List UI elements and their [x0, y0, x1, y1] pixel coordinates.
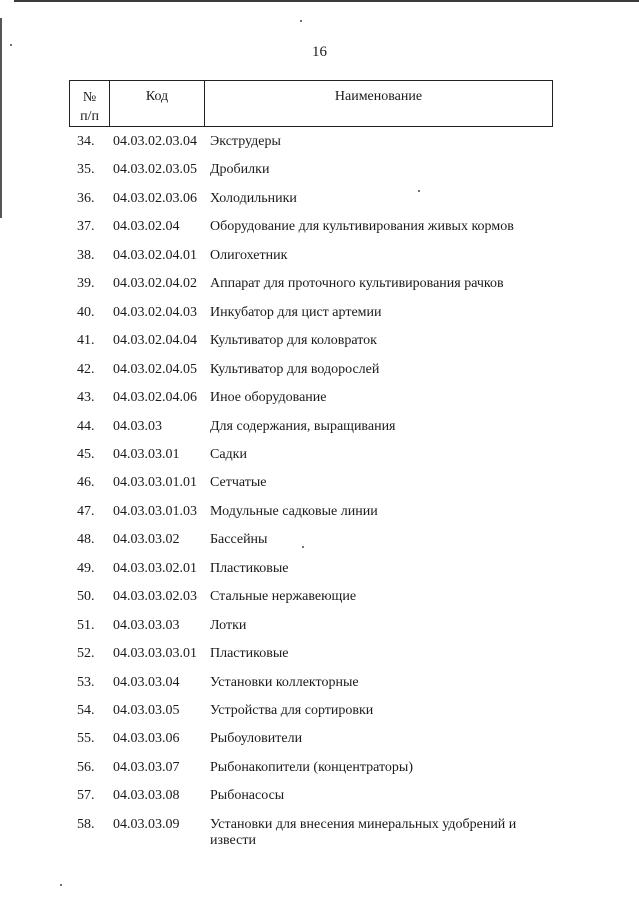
row-name: Сетчатые [210, 475, 267, 491]
row-code: 04.03.02.04.06 [113, 390, 197, 406]
row-code: 04.03.03.02 [113, 532, 180, 548]
row-name: Культиватор для коловраток [210, 333, 377, 349]
row-code: 04.03.02.04.03 [113, 304, 197, 320]
row-number: 50. [77, 589, 95, 605]
row-name: Установки коллекторные [210, 674, 359, 690]
header-num [70, 81, 110, 126]
row-code: 04.03.03.06 [113, 731, 180, 747]
row-code: 04.03.03.03 [113, 617, 180, 633]
row-name: Оборудование для культивирования живых кормов [210, 219, 514, 235]
row-name: Инкубатор для цист артемии [210, 304, 382, 320]
row-code: 04.03.02.04.02 [113, 276, 197, 292]
row-number: 52. [77, 646, 95, 662]
header-code: Код [110, 81, 205, 126]
scan-speck [300, 20, 302, 22]
row-code: 04.03.02.04.05 [113, 361, 197, 377]
row-number: 57. [77, 788, 95, 804]
row-name: Садки [210, 446, 247, 462]
row-number: 49. [77, 560, 95, 576]
row-name: Иное оборудование [210, 390, 327, 406]
row-number: 56. [77, 759, 95, 775]
row-name: Стальные нержавеющие [210, 589, 357, 605]
row-code: 04.03.03 [113, 418, 162, 434]
row-name: Для содержания, выращивания [210, 418, 396, 434]
row-number: 40. [77, 304, 95, 320]
row-number: 43. [77, 390, 95, 406]
header-num-abbr: п/п [80, 109, 99, 124]
row-number: 46. [77, 475, 95, 491]
row-code: 04.03.03.01.03 [113, 503, 197, 519]
row-number: 47. [77, 503, 95, 519]
row-name: Аппарат для проточного культивирования рачков [210, 276, 504, 292]
row-code: 04.03.03.04 [113, 674, 180, 690]
row-number: 45. [77, 446, 95, 462]
row-code: 04.03.03.02.01 [113, 560, 197, 576]
row-number: 35. [77, 162, 95, 178]
row-number: 54. [77, 703, 95, 718]
row-number: 36. [77, 190, 95, 206]
row-name: Экструдеры [210, 134, 281, 149]
page-number: 16 [312, 44, 327, 60]
row-name: Устройства для сортировки [210, 703, 374, 718]
row-code: 04.03.02.04 [113, 219, 180, 235]
row-name: Рыбоуловители [210, 731, 303, 747]
row-number: 48. [77, 532, 95, 548]
row-number: 42. [77, 361, 95, 377]
row-code: 04.03.03.01 [113, 446, 180, 462]
row-number: 38. [77, 247, 95, 263]
row-code: 04.03.03.08 [113, 788, 180, 804]
row-name: Олигохетник [210, 247, 288, 263]
row-code: 04.03.03.07 [113, 759, 180, 775]
row-number: 55. [77, 731, 95, 747]
row-code: 04.03.02.03.06 [113, 190, 197, 206]
row-code: 04.03.03.09 [113, 816, 180, 832]
scan-edge-top [14, 0, 639, 2]
row-name: Дробилки [210, 162, 270, 178]
row-code: 04.03.02.03.05 [113, 162, 197, 178]
row-name: Модульные садковые линии [210, 503, 378, 519]
row-number: 39. [77, 276, 95, 292]
table-header [69, 80, 553, 127]
row-code: 04.03.03.02.03 [113, 589, 197, 605]
row-code: 04.03.03.01.01 [113, 475, 197, 491]
row-name: Бассейны [210, 532, 268, 548]
row-code: 04.03.03.03.01 [113, 646, 197, 662]
row-name: Пластиковые [210, 560, 289, 576]
row-name: Холодильники [210, 190, 297, 206]
row-number: 58. [77, 816, 95, 832]
row-number: 51. [77, 617, 95, 633]
row-name: Лотки [210, 617, 247, 633]
scan-speck [60, 884, 62, 886]
row-name: Культиватор для водорослей [210, 361, 380, 377]
row-number: 41. [77, 333, 95, 349]
header-name: Наименование [334, 89, 423, 104]
row-code: 04.03.02.03.04 [113, 134, 197, 149]
row-name: Рыбонакопители (концентраторы) [210, 759, 413, 775]
row-number: 44. [77, 418, 95, 434]
row-name: Установки для внесения минеральных удобрений и извести [210, 816, 517, 848]
row-name: Рыбонасосы [210, 788, 285, 804]
header-num-symbol: № [82, 90, 97, 105]
row-number: 53. [77, 674, 95, 690]
row-number: 34. [77, 134, 95, 149]
row-name: Пластиковые [210, 646, 289, 662]
row-number: 37. [77, 219, 95, 235]
row-code: 04.03.02.04.04 [113, 333, 197, 349]
row-code: 04.03.03.05 [113, 703, 180, 718]
row-code: 04.03.02.04.01 [113, 247, 197, 263]
